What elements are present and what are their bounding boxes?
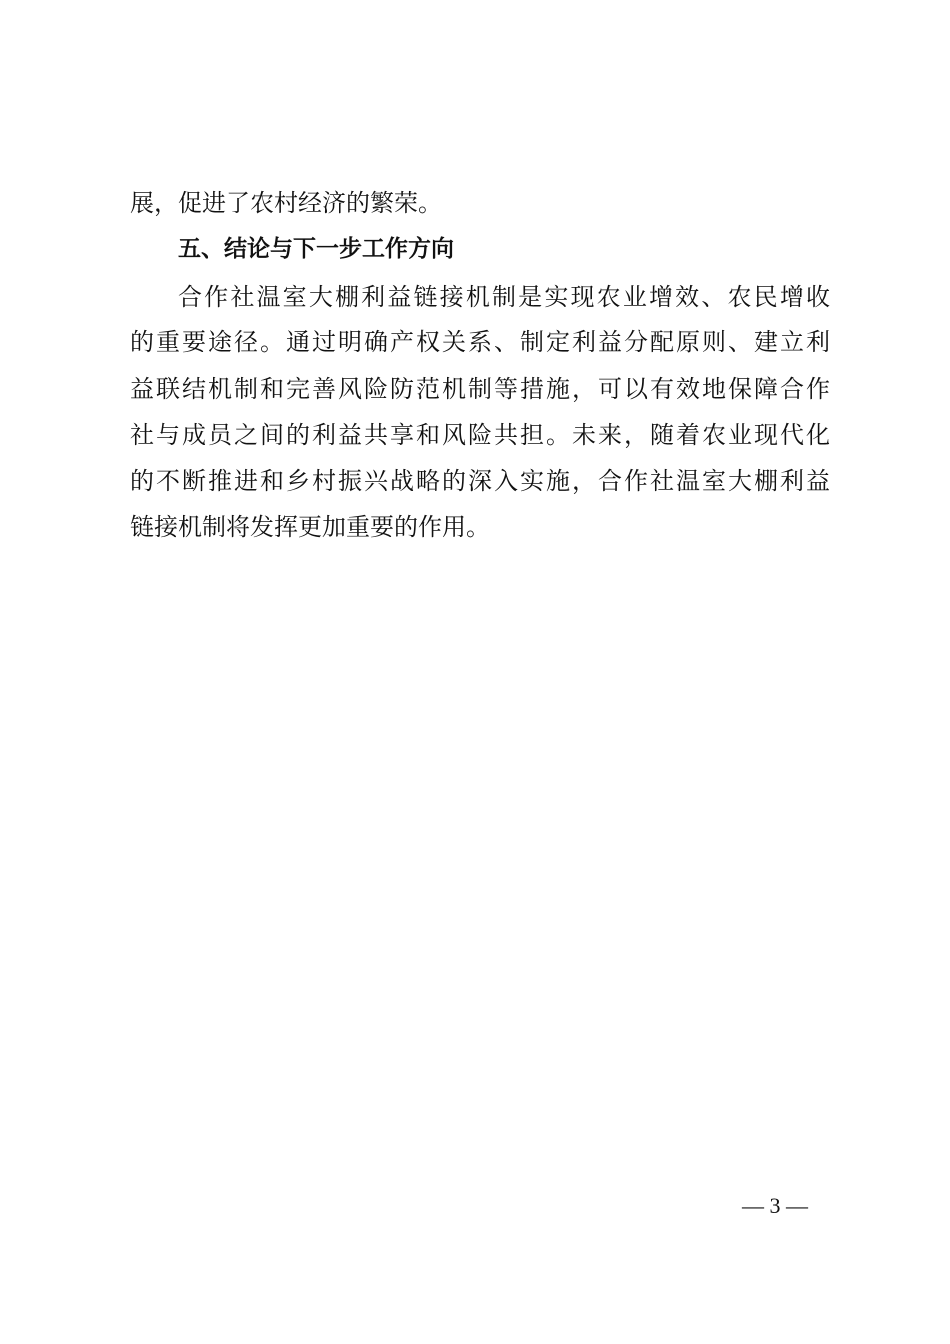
continued-paragraph-line: 展，促进了农村经济的繁荣。 xyxy=(130,189,442,217)
paragraph-line: 的重要途径。通过明确产权关系、制定利益分配原则、建立利 xyxy=(130,328,830,356)
paragraph-line: 社与成员之间的利益共享和风险共担。未来，随着农业现代化 xyxy=(130,421,830,449)
paragraph-line: 益联结机制和完善风险防范机制等措施，可以有效地保障合作 xyxy=(130,375,830,403)
paragraph-line: 链接机制将发挥更加重要的作用。 xyxy=(130,513,490,541)
paragraph-line: 的不断推进和乡村振兴战略的深入实施，合作社温室大棚利益 xyxy=(130,467,830,495)
page-number: — 3 — xyxy=(742,1193,808,1218)
section-heading: 五、结论与下一步工作方向 xyxy=(178,236,454,262)
paragraph-line: 合作社温室大棚利益链接机制是实现农业增效、农民增收 xyxy=(178,283,830,311)
